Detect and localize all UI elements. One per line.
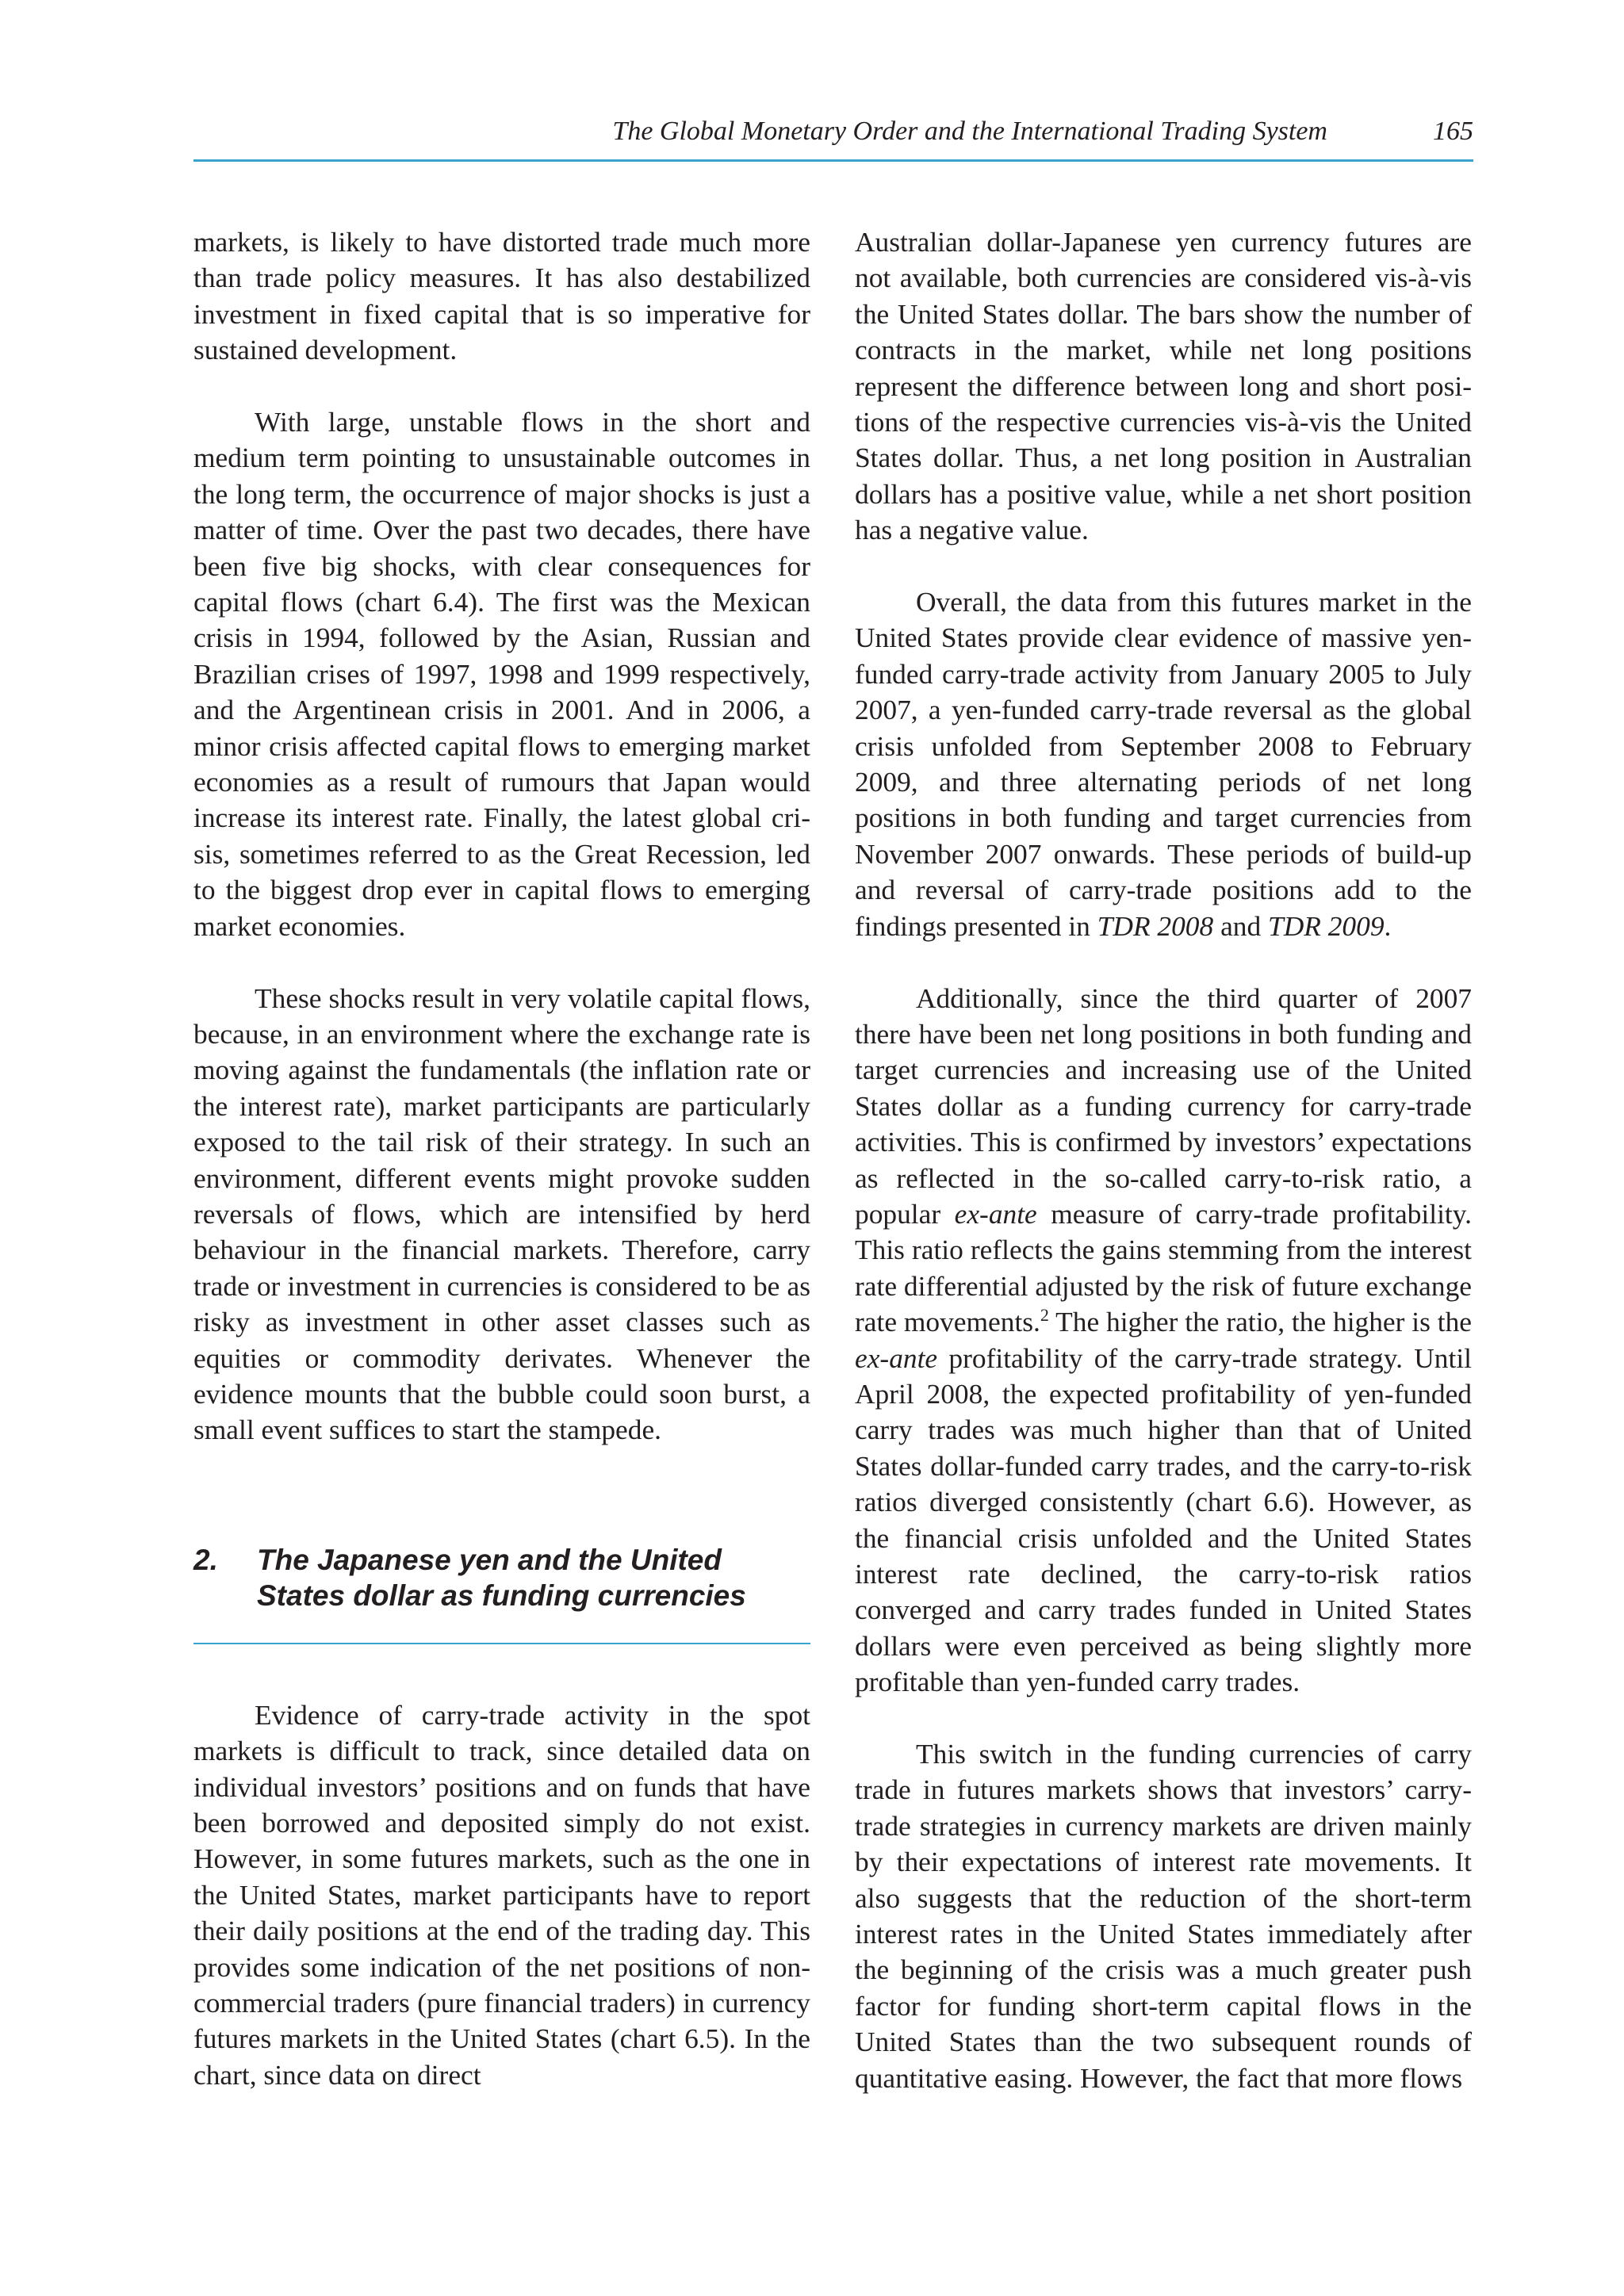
- paragraph: [855, 981, 1472, 1701]
- paragraph: markets, is likely to have distorted trade much more than trade policy measures. It has also destabilized investment in fixed capital that is so imperative for sustained development.: [193, 226, 810, 366]
- section-rule: [193, 1643, 810, 1644]
- paragraph: These shocks result in very volatile capital flows, because, in an environment where the exchange rate is moving against the fundamentals (the inflation rate or the interest rate), market participants are particularly exposed to the tail risk of their strategy. In such an environment, different events might provoke sudden reversals of flows, which are intensified by herd behaviour in the financial markets. Therefore, carry trade or investment in currencies is considered to be as risky as investment in other asset classes such as equities or commodity derivates. Whenever the evidence mounts that the bubble could soon burst, a small event suffices to start the stampede.: [193, 982, 810, 1446]
- section-number: 2.: [193, 1543, 218, 1576]
- paragraph: Evidence of carry-trade activity in the spot markets is difficult to track, since detailed data on individual investors’ positions and on funds that have been borrowed and deposited simply do not exist. However, in some futures markets, such as the one in the United States, market participants have to report their daily positions at the end of the trading day. This provides some indication of the net positions of non-commercial traders (pure financial traders) in currency futures markets in the United States (chart 6.5). In the chart, since data on direct: [193, 1698, 810, 2091]
- paragraph: This switch in the funding currencies of carry trade in futures markets shows that investors’ carry-trade strategies in currency markets are driven mainly by their expectations of interest rate movements. It also suggests that the reduction of the short-term interest rates in the United States immediately after the beginning of the crisis was a much greater push factor for funding short-term capital flows in the United States than the two subsequent rounds of quantitative easing. However, the fact that more flows: [855, 1738, 1472, 2094]
- conjunction: and: [1220, 909, 1262, 942]
- italic-term: ex-ante: [954, 1197, 1037, 1230]
- paragraph-text: Overall, the data from this futures market in the United States provide clear evidence of massive yen-funded carry-trade activity from January 2005 to July 2007, a yen-funded carry-trade reversal as the global crisis unfolded from September 2008 to February 2009, and three alternating periods of net long positions in both funding and target currencies from November 2007 onwards. These periods of build-up and reversal of carry-trade positions add to the findings presented in: [855, 586, 1472, 942]
- period: .: [1384, 909, 1392, 942]
- paragraph-text: Additionally, since the third quarter of 2007 there have been net long positions in both funding and target currencies and increasing use of the United States dollar as a funding currency for carry-trade activities. This is confirmed by investors’ expectations as reflected in the so-called carry-to-risk ratio, a popular: [855, 982, 1472, 1230]
- page-number: 165: [1433, 117, 1473, 146]
- paragraph-text: The higher the ratio, the higher is the: [1055, 1306, 1472, 1338]
- paragraph: Australian dollar-Japanese yen currency futures are not available, both currencies are considered vis-à-vis the United States dollar. The bars show the number of contracts in the market, while net long positions represent the difference between long and short positions of the respective currencies vis-à-vis the United States dollar. Thus, a net long position in Australian dollars has a positive value, while a net short position has a negative value.: [855, 226, 1472, 546]
- running-title: The Global Monetary Order and the International Trading System: [612, 117, 1327, 146]
- italic-term: ex-ante: [855, 1341, 938, 1374]
- section-heading: [193, 1542, 810, 1613]
- paragraph: [855, 584, 1472, 944]
- right-column: [855, 224, 1472, 2096]
- paragraph-text: profitability of the carry-trade strategy. Until April 2008, the expected profitability of yen-funded carry trades was much higher than that of United States dollar-funded carry trades, and the carry-to-risk ratios diverged consistently (chart 6.6). However, as the financial crisis unfolded and the United States interest rate declined, the carry-to-risk ratios converged and carry trades funded in United States dollars were even perceived as being slightly more profitable than yen-funded carry trades.: [855, 1341, 1472, 1698]
- running-header: [193, 113, 1473, 154]
- left-column: [193, 224, 810, 2093]
- report-reference: TDR 2009: [1268, 909, 1385, 942]
- report-reference: TDR 2008: [1097, 909, 1214, 942]
- paragraph: With large, unstable flows in the short and medium term pointing to unsustainable outcomes in the long term, the occurrence of major shocks is just a matter of time. Over the past two decades, there have been five big shocks, with clear consequences for capital flows (chart 6.4). The first was the Mexican crisis in 1994, followed by the Asian, Russian and Brazilian crises of 1997, 1998 and 1999 respectively, and the Argentinean crisis in 2001. And in 2006, a minor crisis affected capital flows to emerging market economies as a result of rumours that Japan would increase its interest rate. Finally, the latest global crisis, sometimes referred to as the Great Recession, led to the biggest drop ever in capital flows to emerging market economies.: [193, 406, 810, 942]
- footnote-marker[interactable]: 2: [1040, 1305, 1049, 1326]
- section-title: The Japanese yen and the United States dollar as funding currencies: [257, 1543, 746, 1612]
- header-rule: [193, 159, 1473, 162]
- paragraph-text: measure of carry-trade profitability. This ratio reflects the gains stemming from the interest rate differential adjusted by the risk of future exchange rate movements.: [855, 1197, 1472, 1338]
